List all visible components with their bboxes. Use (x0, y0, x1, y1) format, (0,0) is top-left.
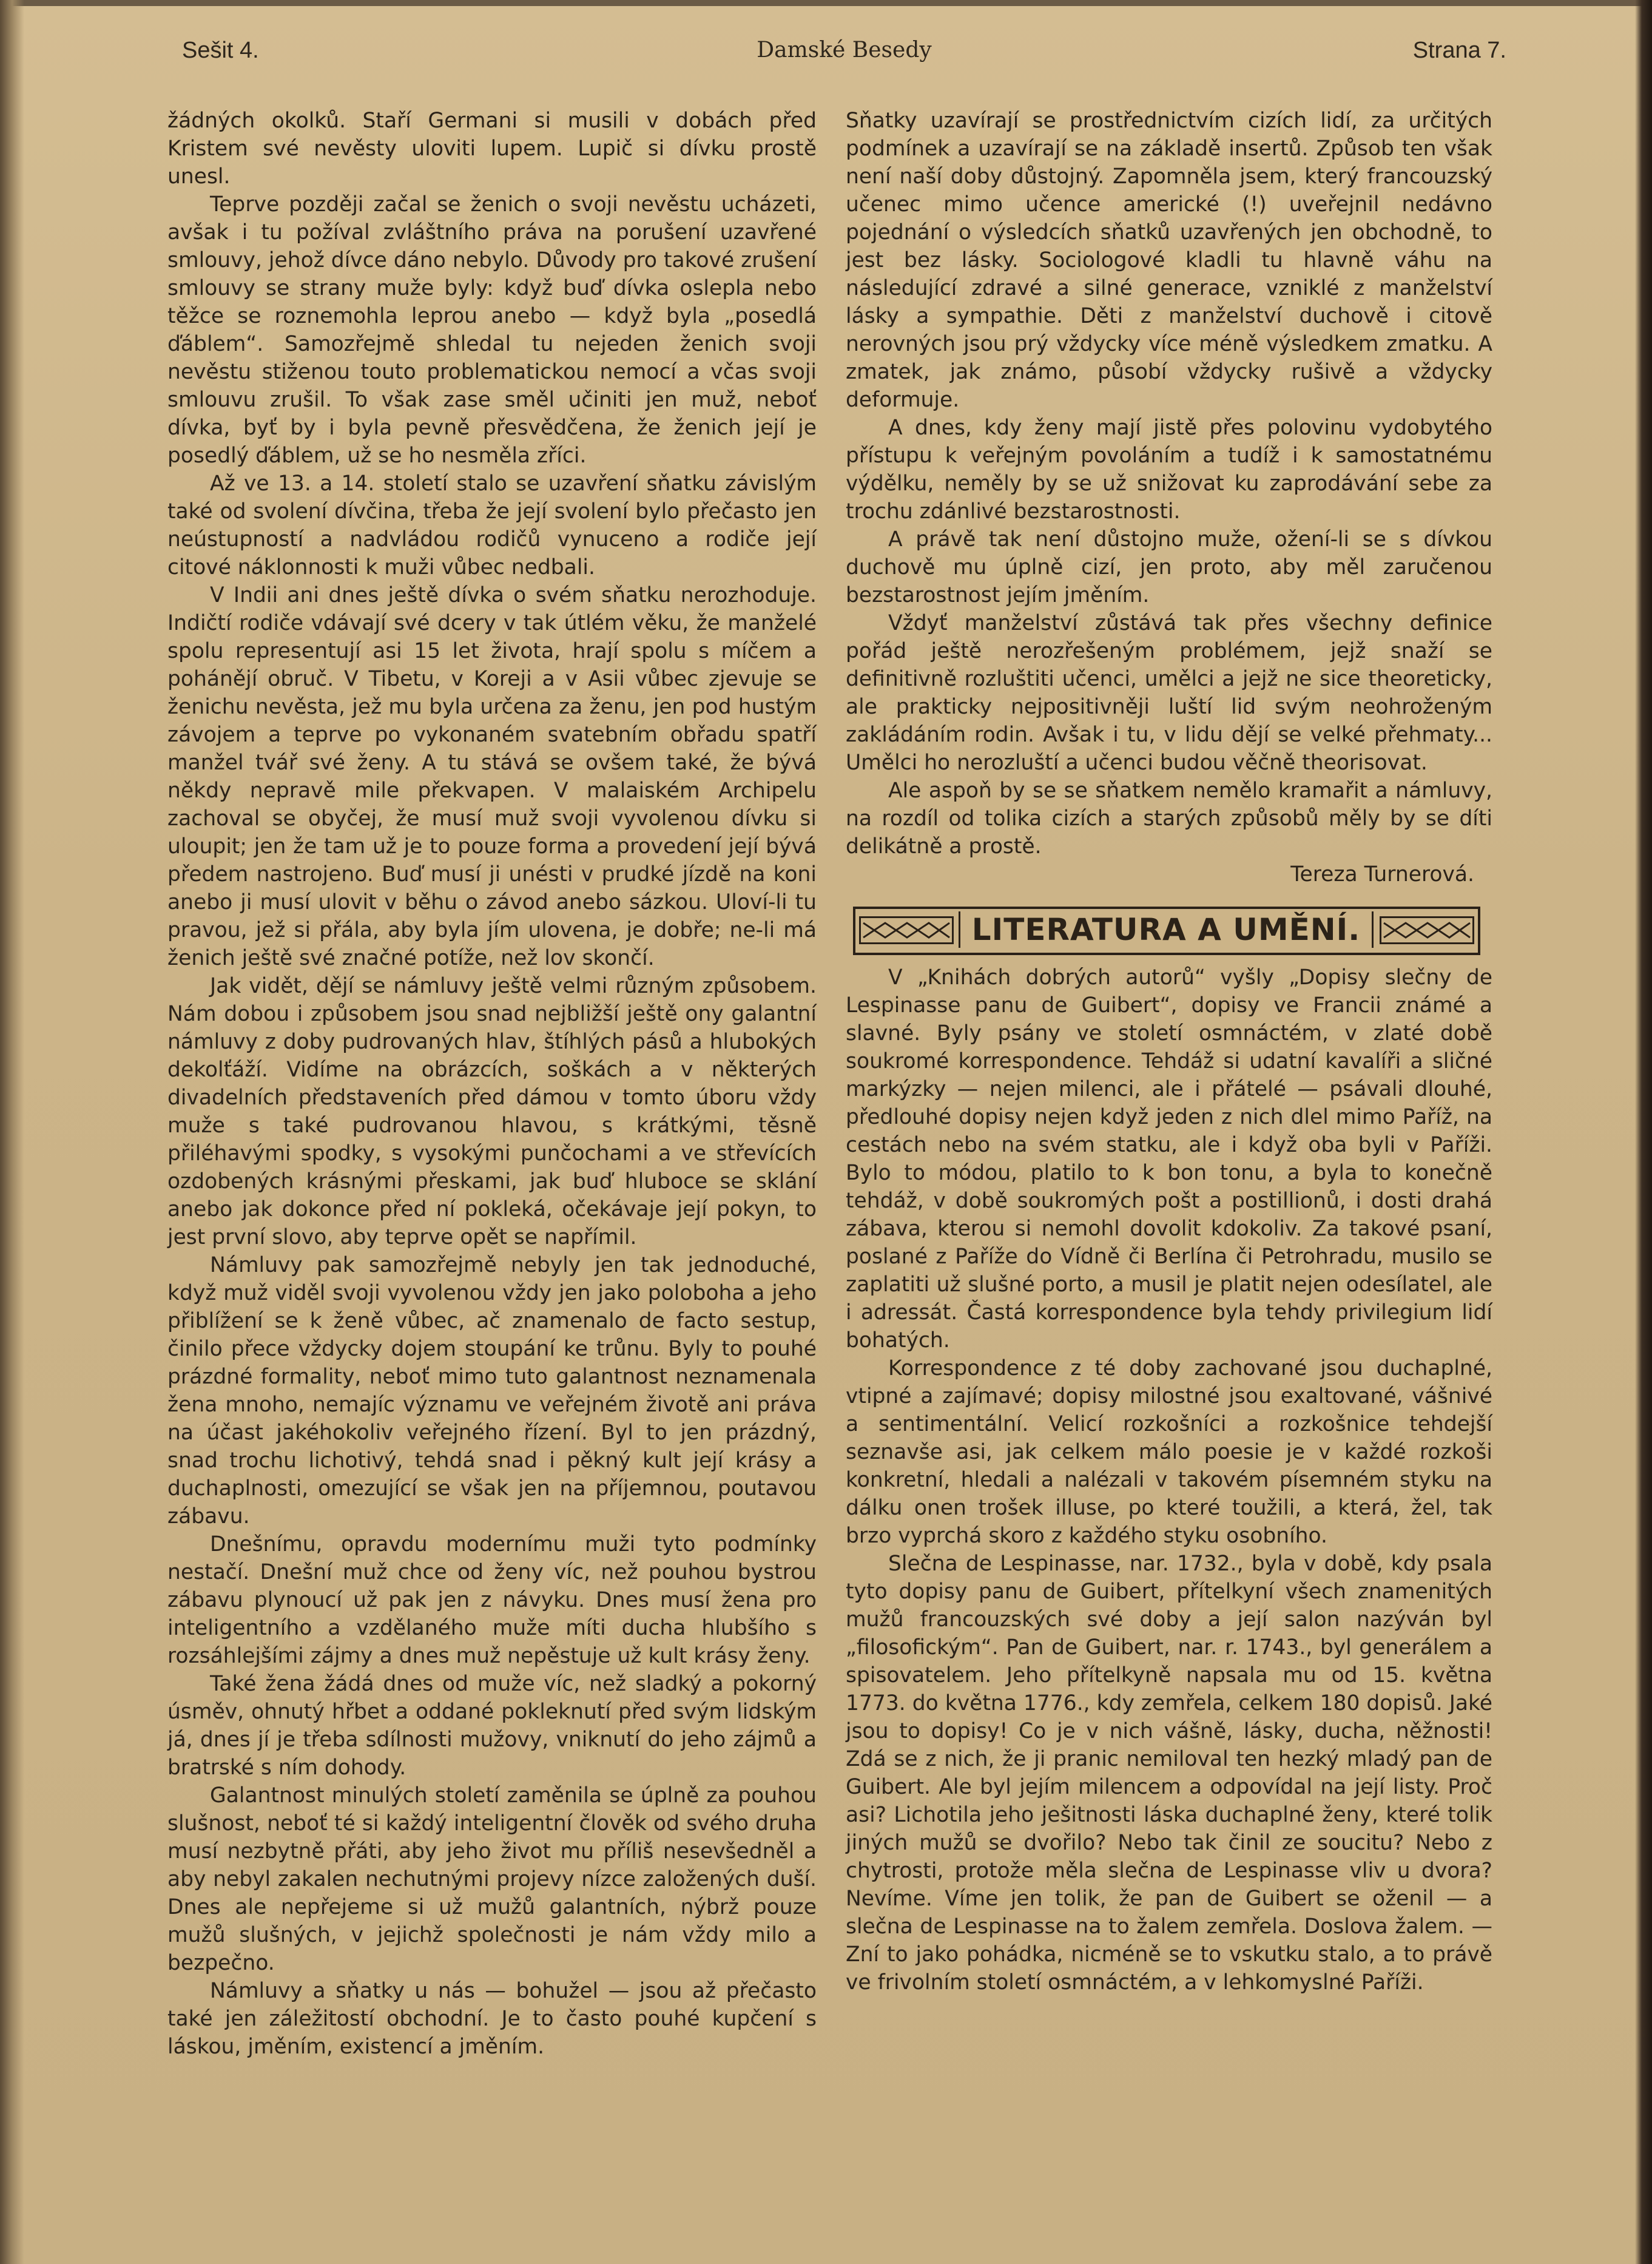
right-column (846, 107, 1492, 1996)
paragraph: A právě tak není důstojno muže, ožení-li se s dívkou duchově mu úplně cizí, jen proto, aby měl zaručenou bezstarostnost jejím jměním. (846, 527, 1492, 607)
paragraph: V Indii ani dnes ještě dívka o svém sňatku nerozhoduje. Indičtí rodiče vdávají své dcery v tak útlém věku, že manželé spolu representují asi 15 let života, hrají spolu s míčem a pohánějí obruč. V Tibetu, v Koreji a v Asii vůbec zjevuje se ženichu nevěsta, jež mu byla určena za ženu, jen pod hustým závojem a teprve po vykonaném svatebním obřadu spatří manžel tvář své ženy. A tu stává se ovšem také, že bývá někdy nepravě mile překvapen. V malaiském Archipelu zachoval se obyčej, že musí muž svoji vyvolenou dívku si uloupit; jen že tam už je to pouze forma a provedení její bývá předem nastrojeno. Buď musí ji unésti v prudké jízdě na koni anebo ji musí ulovit v běhu o závod anebo sázkou. Uloví-li tu pravou, jež si přála, aby byla jím ulovena, je dobře; ne-li má ženich ještě své značné potíže, než lov skončí. (167, 583, 817, 970)
right-scan-border (1635, 0, 1652, 2264)
page-header (182, 38, 1506, 74)
left-column (167, 107, 817, 2061)
paragraph: Až ve 13. a 14. století stalo se uzavření sňatku závislým také od svolení dívčina, třeba že její svolení bylo přečasto jen neústupností a nadvládou rodičů vynuceno a rodiče její citové náklonnosti k muži vůbec nedbali. (167, 471, 817, 580)
ornament-left-icon (859, 916, 954, 944)
paragraph: Vždyť manželství zůstává tak přes všechny definice pořád ještě nerozřešeným problémem, jejž snaží se definitivně rozluštiti učenci, umělci a jejž ne sice theoreticky, ale prakticky nejpositivněji luští lid svým neohroženým zakládáním rodin. Avšak i tu, v lidu dějí se velké přehmaty... Umělci ho nerozluští a učenci budou věčně theorisovat. (846, 611, 1492, 775)
page-number: Strana 7. (1412, 38, 1506, 63)
magazine-title: Damské Besedy (757, 38, 932, 63)
ornament-right-icon (1380, 916, 1474, 944)
section-title: LITERATURA A UMĚNÍ. (959, 911, 1374, 948)
paragraph: Ale aspoň by se se sňatkem nemělo kramařit a námluvy, na rozdíl od tolika cizích a starých způsobů měly by se díti delikátně a prostě. (846, 779, 1492, 859)
paragraph: Námluvy pak samozřejmě nebyly jen tak jednoduché, když muž viděl svoji vyvolenou vždy jen jako poloboha a jeho přiblížení se k ženě vůbec, ač znamenalo de facto sestup, činilo přece vždycky dojem stoupání ke trůnu. Byly to pouhé prázdné formality, neboť mimo tuto galantnost neznamenala žena mnoho, nemajíc významu ve veřejném životě ani práva na účast jakéhokoliv veřejného řízení. Byl to jen prázdný, snad trochu lichotivý, tehdá snad i pěkný kult její krásy a duchaplnosti, omezující se však jen na příjemnou, poutavou zábavu. (167, 1253, 817, 1529)
paragraph: Korrespondence z té doby zachované jsou duchaplné, vtipné a zajímavé; dopisy milostné jsou exaltované, vášnivé a sentimentální. Velicí rozkošníci a rozkošnice tehdejší seznavše asi, jak celkem málo poesie je v každé rozkoši konkretní, hledali a nalézali v takovém písemném styku na dálku onen trošek illuse, po které toužili, a která, žel, tak brzo vyprchá skoro z každého styku osobního. (846, 1356, 1492, 1548)
issue-number: Sešit 4. (182, 38, 259, 63)
paragraph: Teprve později začal se ženich o svoji nevěstu ucházeti, avšak i tu požíval zvláštního práva na porušení uzavřené smlouvy, jehož dívce dáno nebylo. Důvody pro takové zrušení smlouvy se strany muže byly: když buď dívka oslepla nebo těžce se roznemohla leprou anebo — když byla „posedlá ďáblem“. Samozřejmě shledal tu nejeden ženich svoji nevěstu stiženou touto problematickou nemocí a včas svoji smlouvu zrušil. To však zase směl učiniti jen muž, neboť dívka, byť by i byla pevně přesvědčena, že ženich její je posedlý ďáblem, už se ho nesměla zříci. (167, 192, 817, 468)
paragraph: Slečna de Lespinasse, nar. 1732., byla v době, kdy psala tyto dopisy panu de Guibert, přítelkyní všech znamenitých mužů francouzských své doby a její salon nazýván byl „filosofickým“. Pan de Guibert, nar. r. 1743., byl generálem a spisovatelem. Jeho přítelkyně napsala mu od 15. května 1773. do května 1776., kdy zemřela, celkem 180 dopisů. Jaké jsou to dopisy! Co je v nich vášně, lásky, ducha, něžnosti! Zdá se z nich, že ji pranic nemiloval ten hezký mladý pan de Guibert. Ale byl jejím milencem a odpovídal na její listy. Proč asi? Lichotila jeho ješitnosti láska duchaplné ženy, které tolik jiných mužů se dvořilo? Nebo tak činil ze soucitu? Nebo z chytrosti, protože měla slečna de Lespinasse vliv u dvora? Nevíme. Víme jen tolik, že pan de Guibert se oženil — a slečna de Lespinasse na to žalem zemřela. Doslova žalem. — Zní to jako pohádka, nicméně se to vskutku stalo, a to právě ve frivolním století osmnáctém, a v lehkomyslné Paříži. (846, 1552, 1492, 1995)
paragraph: Galantnost minulých století zaměnila se úplně za pouhou slušnost, neboť té si každý inteligentní člověk od svého druha musí nezbytně přáti, aby jeho život mu příliš nesevšedněl a aby nebyl zakalen nechutnými projevy nízce založených duší. Dnes ale nepřejeme si už mužů galantních, nýbrž pouze mužů slušných, v jejichž společnosti je nám vždy milo a bezpečno. (167, 1783, 817, 1975)
paragraph: Jak vidět, dějí se námluvy ještě velmi různým způsobem. Nám dobou i způsobem jsou snad nejbližší ještě ony galantní námluvy z doby pudrovaných hlav, štíhlých pásů a hlubokých dekolťáží. Vidíme na obrázcích, soškách a v některých divadelních představeních před dámou v tomto úboru vždy muže s také pudrovanou hlavou, s krátkými, těsně přiléhavými spodky, s vysokými punčochami a ve střevících ozdobených krásnými přeskami, jak buď hluboce se sklání anebo jak dokonce před ní pokleká, očekávaje její pokyn, to jest první slovo, aby teprve opět se napřímil. (167, 974, 817, 1249)
paragraph: Námluvy a sňatky u nás — bohužel — jsou až přečasto také jen záležitostí obchodní. Je to často pouhé kupčení s láskou, jměním, existencí a jměním. (167, 1979, 817, 2059)
paragraph: Dnešnímu, opravdu modernímu muži tyto podmínky nestačí. Dnešní muž chce od ženy víc, než pouhou bystrou zábavu plynoucí už pak jen z návyku. Dnes musí žena pro inteligentního a vzdělaného muže míti ducha hlubšího s rozsáhlejšími zájmy a dnes muž nepěstuje už kult krásy ženy. (167, 1532, 817, 1668)
author-signature: Tereza Turnerová. (1290, 862, 1474, 887)
top-scan-edge (0, 0, 1652, 6)
paragraph: Sňatky uzavírají se prostřednictvím cizích lidí, za určitých podmínek a uzavírají se na základě insertů. Způsob ten však není naší doby důstojný. Zapomněla jsem, který francouzský učenec mimo učence americké (!) uveřejnil nedávno pojednání o výsledcích sňatků uzavřených jen obchodně, to jest bez lásky. Sociologové kladli tu hlavně váhu na následující zdravé a silné generace, vzniklé z manželství lásky a sympathie. Děti z manželství duchově i citově nerovných jsou prý vždycky více méně výsledkem zmatku. A zmatek, jak známo, působí vždycky rušivě a vždycky deformuje. (846, 109, 1492, 412)
section-heading (846, 907, 1492, 955)
paragraph: Také žena žádá dnes od muže víc, než sladký a pokorný úsměv, ohnutý hřbet a oddané pokleknutí před svým lidským já, dnes jí je třeba sdílnosti mužovy, vniknutí do jeho zájmů a bratrské s ním dohody. (167, 1672, 817, 1780)
left-binding-shadow (0, 0, 24, 2264)
paragraph: žádných okolků. Staří Germani si musili v dobách před Kristem své nevěsty uloviti lupem. Lupič si dívku prostě unesl. (167, 109, 817, 189)
paragraph: A dnes, kdy ženy mají jistě přes polovinu vydobytého přístupu k veřejným povoláním a tudíž i k samostatnému výdělku, neměly by se už snižovat ku zaprodávání sebe za trochu zdánlivé bezstarostnosti. (846, 416, 1492, 524)
paragraph: V „Knihách dobrých autorů“ vyšly „Dopisy slečny de Lespinasse panu de Guibert“, dopisy ve Francii známé a slavné. Byly psány ve století osmnáctém, v zlaté době soukromé korrespondence. Tehdáž si udatní kavalíři a sličné markýzky — nejen milenci, ale i přátelé — psávali dlouhé, předlouhé dopisy nejen když jeden z nich dlel mimo Paříž, na cestách nebo na svém statku, ale i když oba byli v Paříži. Bylo to módou, platilo to k bon tonu, a byla to konečně tehdáž, v době soukromých pošt a postillionů, i dosti drahá zábava, kterou si nemohl dovolit kdokoliv. Za takové psaní, poslané z Paříže do Vídně či Berlína či Petrohradu, musilo se zaplatiti už slušné porto, a musil je platit nejen odesílatel, ale i adressát. Častá korrespondence byla tehdy privilegium lidí bohatých. (846, 965, 1492, 1353)
